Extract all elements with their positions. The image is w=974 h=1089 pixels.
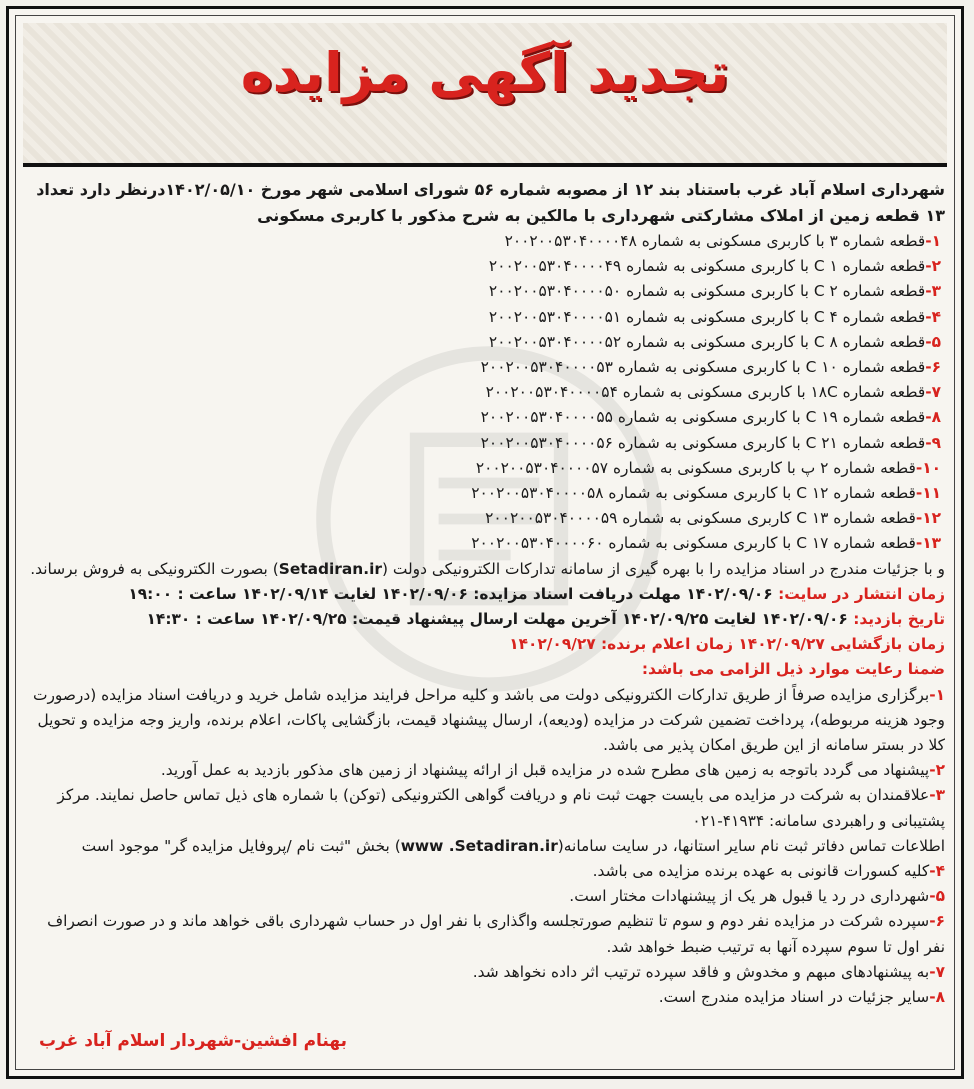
list-item (27, 431, 945, 456)
signature: بهنام افشین-شهردار اسلام آباد غرب (39, 1031, 347, 1051)
list-item (27, 859, 945, 884)
visit-line (27, 607, 945, 632)
item-number: ۱- (925, 232, 941, 250)
list-item (27, 481, 945, 506)
item-number: ۱۲- (915, 509, 941, 528)
item-text: قطعه شماره ۴ C با کاربری مسکونی به شماره ۲۰۰۲۰۰۵۳۰۴۰۰۰۰۵۱ (488, 307, 926, 326)
item-text: پیشنهاد می گردد باتوجه به زمین های مطرح شده در مزایده قبل از ارائه پیشنهاد از زمین های مذکور بازدید به عمل آورید. (160, 761, 930, 780)
list-item (27, 985, 945, 1010)
publish-label: زمان انتشار در سایت: (778, 584, 945, 603)
item-number: ۱۱- (915, 484, 941, 503)
list-item (27, 531, 945, 556)
item-number: ۴- (925, 307, 941, 326)
lots-list (27, 229, 945, 557)
item-number: ۷- (929, 962, 945, 981)
header-band (23, 23, 947, 167)
item-number: ۹- (925, 433, 941, 452)
item-number: ۸- (929, 988, 945, 1007)
list-item (27, 279, 945, 304)
opening-date: ۱۴۰۲/۰۹/۲۷ (733, 635, 831, 654)
item-text: قطعه شماره ۱۰ C با کاربری مسکونی به شماره ۲۰۰۲۰۰۵۳۰۴۰۰۰۰۵۳ (480, 358, 926, 377)
publish-line (27, 582, 945, 607)
list-item (27, 254, 945, 279)
item-text: قطعه شماره ۲۱ C با کاربری مسکونی به شماره ۲۰۰۲۰۰۵۳۰۴۰۰۰۰۵۶ (480, 433, 926, 452)
item-text: کلیه کسورات قانونی به عهده برنده مزایده می باشد. (592, 862, 930, 881)
publish-dates: ۱۴۰۲/۰۹/۰۶ مهلت دریافت اسناد مزایده: ۱۴۰۲/۰۹/۰۶ لغایت ۱۴۰۲/۰۹/۱۴ ساعت : ۱۹:۰۰ (128, 584, 779, 603)
list-item (27, 960, 945, 985)
item-text: سپرده شرکت در مزایده نفر دوم و سوم تا تنظیم صورتجلسه واگذاری با نفر اول در حساب شهرداری باقی خواهد ماند و در صورت انصراف نفر اول تا سوم سپرده آنها به ترتیب ضبط خواهد شد. (47, 912, 945, 956)
item-text: قطعه شماره ۳ با کاربری مسکونی به شماره ۲۰۰۲۰۰۵۳۰۴۰۰۰۰۴۸ (504, 232, 926, 250)
sale-line-before: و با جزئیات مندرج در اسناد مزایده را با بهره گیری از سامانه تدارکات الکترونیکی دولت ( (381, 559, 945, 578)
page-title: تجدید آگهی مزایده (240, 41, 730, 104)
ad-body (27, 177, 945, 1010)
list-item (27, 380, 945, 405)
list-item (27, 330, 945, 355)
item-text: سایر جزئیات در اسناد مزایده مندرج است. (658, 988, 930, 1007)
list-item (27, 355, 945, 380)
item-number: ۵- (929, 887, 945, 906)
item-number: ۷- (925, 383, 941, 402)
item-text: به پیشنهادهای مبهم و مخدوش و فاقد سپرده ترتیب اثر داده نخواهد شد. (472, 962, 930, 981)
requirements-heading: ضمنا رعایت موارد ذیل الزامی می باشد: (641, 660, 945, 679)
item-number: ۲- (929, 761, 945, 780)
list-item (27, 758, 945, 783)
visit-dates: ۱۴۰۲/۰۹/۰۶ لغایت ۱۴۰۲/۰۹/۲۵ آخرین مهلت ارسال پیشنهاد قیمت: ۱۴۰۲/۰۹/۲۵ ساعت : ۱۴:۳۰ (146, 610, 854, 629)
item-number: ۶- (925, 358, 941, 377)
list-item (27, 909, 945, 959)
list-item (27, 456, 945, 481)
sale-line (27, 557, 945, 582)
info-line (27, 834, 945, 859)
item-number: ۳- (929, 786, 945, 805)
list-item (27, 783, 945, 833)
winner-label: زمان اعلام برنده: (601, 635, 734, 654)
list-item (27, 229, 945, 254)
item-text: قطعه شماره ۲ C با کاربری مسکونی به شماره ۲۰۰۲۰۰۵۳۰۴۰۰۰۰۵۰ (488, 282, 926, 301)
visit-label: تاریخ بازدید: (853, 610, 945, 629)
list-item (27, 405, 945, 430)
item-text: قطعه شماره ۱۸C با کاربری مسکونی به شماره ۲۰۰۲۰۰۵۳۰۴۰۰۰۰۵۴ (485, 383, 926, 402)
item-text: قطعه شماره ۸ C با کاربری مسکونی به شماره ۲۰۰۲۰۰۵۳۰۴۰۰۰۰۵۲ (488, 332, 926, 351)
item-text: علاقمندان به شرکت در مزایده می بایست جهت ثبت نام و دریافت گواهی الکترونیکی (توکن) با شماره های ذیل تماس حاصل نمایند. مرکز پشتیبانی و راهبردی سامانه: ۴۱۹۳۴-۰۲۱ (57, 786, 945, 830)
item-number: ۱۰- (915, 458, 941, 477)
info-line-after: ) بخش "ثبت نام /پروفایل مزایده گر" موجود است (81, 836, 401, 855)
item-text: قطعه شماره ۱۳ C کاربری مسکونی به شماره ۲۰۰۲۰۰۵۳۰۴۰۰۰۰۵۹ (485, 509, 916, 528)
info-line-before: اطلاعات تماس دفاتر ثبت نام سایر استانها، در سایت سامانه( (557, 836, 945, 855)
winner-date: ۱۴۰۲/۰۹/۲۷ (509, 635, 601, 654)
item-text: قطعه شماره ۲ پ با کاربری مسکونی به شماره ۲۰۰۲۰۰۵۳۰۴۰۰۰۰۵۷ (475, 458, 916, 477)
item-number: ۱۳- (915, 534, 941, 553)
www-setadiran-link[interactable]: www .Setadiran.ir (400, 836, 558, 855)
list-item (27, 506, 945, 531)
item-number: ۵- (925, 332, 941, 351)
opening-line (27, 632, 945, 657)
item-number: ۶- (929, 912, 945, 931)
item-text: برگزاری مزایده صرفاً از طریق تدارکات الکترونیکی دولت می باشد و کلیه مراحل فرایند مزایده شامل خرید و دریافت اسناد مزایده (درصورت وجود هزینه مربوطه)، پرداخت تضمین شرکت در مزایده (ودیعه)، ارسال پیشنهاد قیمت، بازگشایی پاکات، اعلام برنده، واریز وجه مزایده و تحویل کلا در بستر سامانه از این طریق امکان پذیر می باشد. (32, 685, 945, 755)
item-text: قطعه شماره ۱۹ C با کاربری مسکونی به شماره ۲۰۰۲۰۰۵۳۰۴۰۰۰۰۵۵ (480, 408, 926, 427)
item-text: قطعه شماره ۱ C با کاربری مسکونی به شماره ۲۰۰۲۰۰۵۳۰۴۰۰۰۰۴۹ (488, 257, 926, 276)
item-number: ۴- (929, 862, 945, 881)
list-item (27, 884, 945, 909)
ad-frame (6, 6, 964, 1079)
list-item (27, 683, 945, 759)
item-text: قطعه شماره ۱۷ C با کاربری مسکونی به شماره ۲۰۰۲۰۰۵۳۰۴۰۰۰۰۶۰ (471, 534, 916, 553)
sale-line-after: ) بصورت الکترونیکی به فروش برساند. (30, 559, 279, 578)
list-item (27, 305, 945, 330)
item-text: قطعه شماره ۱۲ C با کاربری مسکونی به شماره ۲۰۰۲۰۰۵۳۰۴۰۰۰۰۵۸ (471, 484, 916, 503)
setadiran-link[interactable]: Setadiran.ir (278, 559, 382, 578)
item-number: ۱- (929, 685, 945, 704)
item-number: ۸- (925, 408, 941, 427)
intro-paragraph: شهرداری اسلام آباد غرب باستناد بند ۱۲ از مصوبه شماره ۵۶ شورای اسلامی شهر مورخ ۱۴۰۲/۰۵/۱۰درنظر دارد تعداد ۱۳ قطعه زمین از املاک مشارکتی شهرداری با مالکین به شرح مذکور با کاربری مسکونی (36, 180, 945, 225)
item-text: شهرداری در رد یا قبول هر یک از پیشنهادات مختار است. (569, 887, 930, 906)
opening-label: زمان بازگشایی (830, 635, 945, 654)
item-number: ۲- (925, 257, 941, 276)
item-number: ۳- (925, 282, 941, 301)
